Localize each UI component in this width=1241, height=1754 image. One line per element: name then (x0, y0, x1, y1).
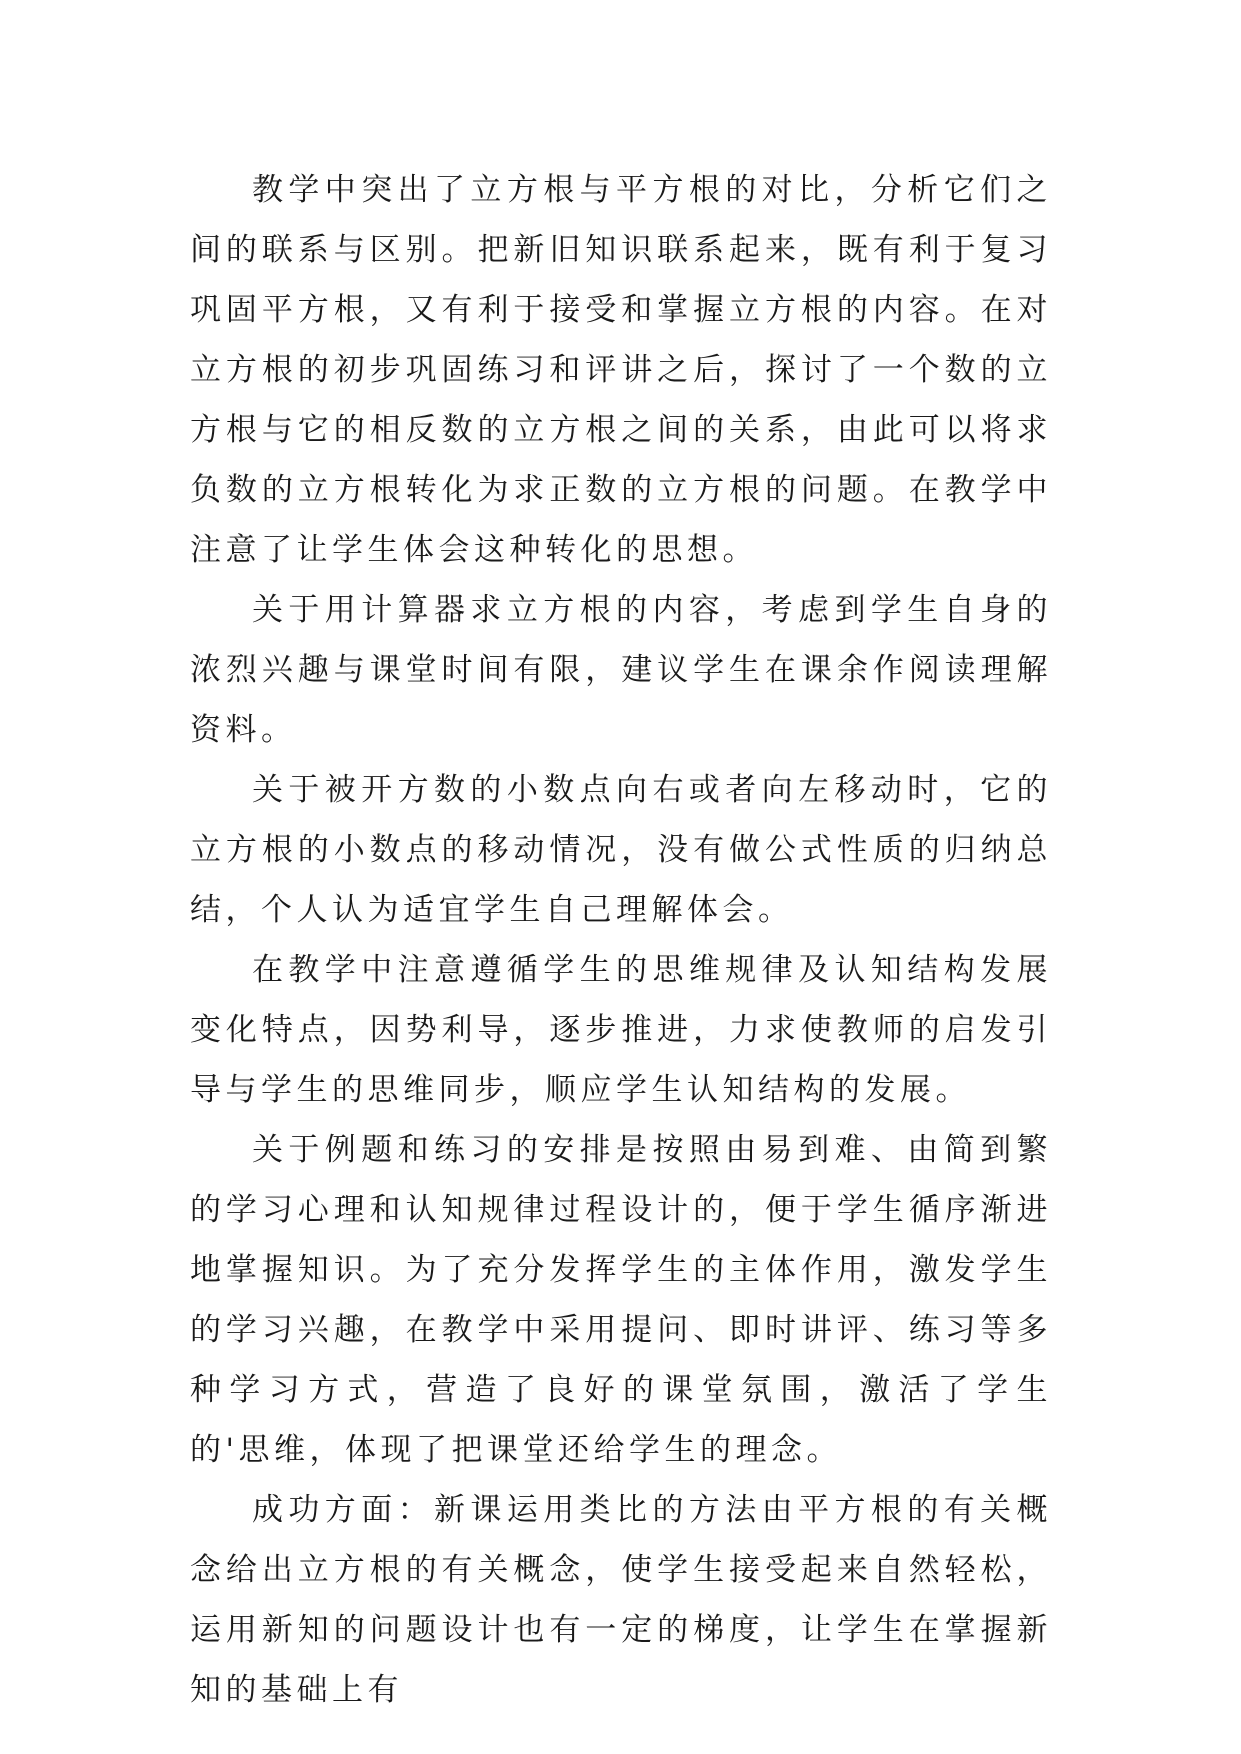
paragraph-5: 关于例题和练习的安排是按照由易到难、由简到繁的学习心理和认知规律过程设计的，便于学生循序渐进地掌握知识。为了充分发挥学生的主体作用，激发学生的学习兴趣，在教学中采用提问、即时讲评、练习等多种学习方式，营造了良好的课堂氛围，激活了学生的'思维，体现了把课堂还给学生的理念。 (190, 1132, 1052, 1468)
paragraph-4: 在教学中注意遵循学生的思维规律及认知结构发展变化特点，因势利导，逐步推进，力求使教师的启发引导与学生的思维同步，顺应学生认知结构的发展。 (190, 952, 1052, 1108)
document-body (190, 160, 1052, 1720)
paragraph-1: 教学中突出了立方根与平方根的对比，分析它们之间的联系与区别。把新旧知识联系起来，既有利于复习巩固平方根，又有利于接受和掌握立方根的内容。在对立方根的初步巩固练习和评讲之后，探讨了一个数的立方根与它的相反数的立方根之间的关系，由此可以将求负数的立方根转化为求正数的立方根的问题。在教学中注意了让学生体会这种转化的思想。 (190, 172, 1052, 568)
paragraph-2: 关于用计算器求立方根的内容，考虑到学生自身的浓烈兴趣与课堂时间有限，建议学生在课余作阅读理解资料。 (190, 592, 1052, 748)
paragraph-6: 成功方面：新课运用类比的方法由平方根的有关概念给出立方根的有关概念，使学生接受起来自然轻松，运用新知的问题设计也有一定的梯度，让学生在掌握新知的基础上有 (190, 1492, 1052, 1708)
paragraph-3: 关于被开方数的小数点向右或者向左移动时，它的立方根的小数点的移动情况，没有做公式性质的归纳总结，个人认为适宜学生自己理解体会。 (190, 772, 1052, 928)
